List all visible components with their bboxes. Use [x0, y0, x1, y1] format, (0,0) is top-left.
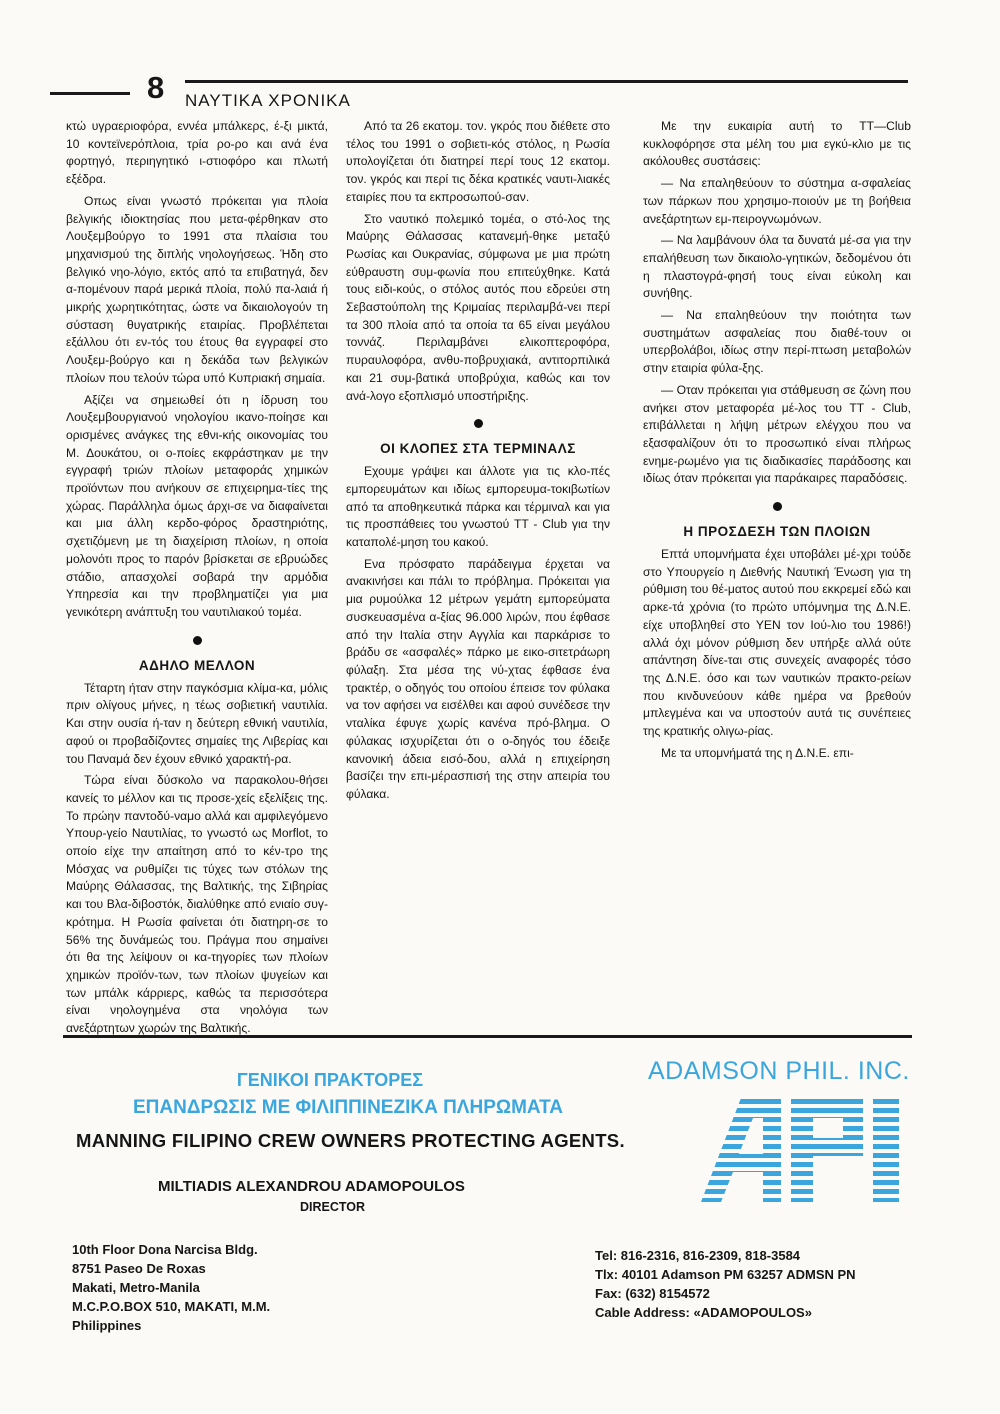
section-bullet: [773, 502, 782, 511]
header-rule-left: [50, 92, 130, 95]
article2-paragraph: Τώρα είναι δύσκολο να παρακολου-θήσει κανείς το μέλλον και τις προσε-χείς εξελίξεις της. Το πρώην παντοδύ-ναμο αλλά και αμφιλεγόμενο Υπουρ-γείο Ναυτιλίας, το γνωστό ως Morflot, το οποίο είχε την απαίτηση από το κέν-τρο της Μόσχας να ρυθμίζει τις τύχες των στόλων της Μαύρης Θάλασσας, της Βαλτικής, της Σιβηρίας και του Βλα-διβοστόκ, διαλύθηκε από ενιαίο συγ-κρότημα. Η Ρωσία φαίνεται ότι διατηρη-σε το 56% της δυνάμεώς του. Πράγμα που σημαίνει ότι θα της λείψουν οι κα-τηγορίες των πλοίων χημικών προϊόν-των, των πλοίων ψυγείων και των μπάλκ κάρριερς, καθώς τα περισσότερα είναι νηολογημένα στα νηολόγια των ανεξάρτητων χωρών της Βαλτικής.: [66, 773, 328, 1036]
contact-line: Tlx: 40101 Adamson PM 63257 ADMSN PN: [595, 1267, 856, 1282]
column-1: [66, 118, 328, 1036]
ad-greek-headline: ΓΕΝΙΚΟΙ ΠΡΑΚΤΟΡΕΣ: [236, 1070, 424, 1090]
page-number: 8: [147, 70, 165, 105]
column-2: [346, 118, 610, 918]
article1-paragraph: Αξίζει να σημειωθεί ότι η ίδρυση του Λουξεμβουργιανού νηολογίου ικανο-ποίησε και ορισμένες ανάγκες της εθνι-κής οικονομίας του Μ. Δουκάτου, οι ο-ποίες εκφράστηκαν με την εγγραφή τριών πλοίων μεταφοράς χημικών προϊόντων που ανήκουν σε επιχειρημα-τίες της χώρας. Παράλληλα όμως άρχι-σε να διαφαίνεται και μια άλλη κερδο-φόρος δραστηριότης, σχετιζόμενη με τη διαχείριση πλοίων, η οποία μολονότι προς το παρόν βρίσκεται σε εβρυώδες στάδιο, απασχολεί σοβαρά την αρμόδια Υπηρεσία και την προβληματίζει για μια γενικότερη ανάπτυξη του ναυτιλιακού τομέα.: [66, 392, 328, 619]
column-3: [643, 118, 911, 918]
advertisement-divider: [63, 1035, 912, 1038]
recommendation-item: — Να επαληθεύουν την ποιότητα των συστημάτων ασφαλείας που διαθέ-τουν οι υπερβολάβοι, ιδίως στην περί-πτωση μεταβολών στην εταιρία φύλα-ξης.: [643, 308, 911, 376]
section-bullet: [474, 419, 483, 428]
section-bullet: [193, 636, 202, 645]
contact-line: Tel: 816-2316, 816-2309, 818-3584: [595, 1248, 801, 1263]
article3-paragraph: Εχουμε γράψει και άλλοτε για τις κλο-πές εμπορευμάτων και ιδίως εμπορευμα-τοκιβωτίων από τα αποθηκευτικά πάρκα και τέρμιναλ και για τις προσπάθειες του γνωστού TT - Club για την καταπολέ-μηση του κακού.: [346, 464, 610, 550]
article2-paragraph: Στο ναυτικό πολεμικό τομέα, ο στό-λος της Μαύρης Θάλασσας κατανεμή-θηκε μεταξύ Ρωσίας και Ουκρανίας, σύμφωνα με μια πρώτη εύθραυστη συμ-φωνία που επιτεύχθηκε. Κατά τους ειδι-κούς, ο στόλος αυτός που εδρεύει στη Σεβαστούπολη της Κριμαίας περιλαμβά-νει περί τα 300 πλοία από τα οποία τα 65 είναι μεγάλου τοννάζ. Περιλαμβάνει ελικοπτεροφόρα, πυραυλοφόρα, ανθυ-ποβρυχιακά, αντιτορπιλικά και 21 συμ-βατικά υποβρύχια, καθώς και τον ανά-λογο εξοπλισμό υποστήριξης.: [346, 211, 610, 403]
ad-greek-subheadline: ΕΠΑΝΔΡΩΣΙΣ ΜΕ ΦΙΛΙΠΠΙΝΕΖΙΚΑ ΠΛΗΡΩΜΑΤΑ: [133, 1097, 563, 1118]
address-line: Makati, Metro-Manila: [72, 1280, 200, 1295]
contact-line: Cable Address: «ADAMOPOULOS»: [595, 1305, 812, 1320]
article-heading-klopes: ΟΙ ΚΛΟΠΕΣ ΣΤΑ ΤΕΡΜΙΝΑΛΣ: [380, 441, 576, 457]
article3-paragraph: Ενα πρόσφατο παράδειγμα έρχεται να ανακινήσει και πάλι το πρόβλημα. Πρόκειται για μια ρυμούλκα 12 μέτρων γεμάτη εμπορεύματα συσκευασμένα α-ξίας 96.000 λιρών, που έφθασε από την Ιταλία στην Αγγλία και παρκάρισε το βράδυ σε «ασφαλές» πάρκο με εικο-σιτετράωρη φύλαξη. Στα μέσα της νύ-χτας έφθασε ένα τρακτέρ, ο οδηγός του οποίου έπεισε τον φύλακα να τον αφήσει να εισέλθει και αφού συνέδεσε την νταλίκα έφυγε χωρίς κανένα πρό-βλημα. Ο φύλακας ισχυρίζεται ότι ο ο-δηγός του έδειξε κανονική άδεια εισό-δου, αλλά η επιχείρηση βασίζει την επι-μέρασπισή της στην απειρία του φύλακα.: [346, 556, 610, 801]
recommendation-item: — Να επαληθεύουν το σύστημα α-σφαλείας των πάρκων που χρησιμο-ποιούν με τη βοήθεια ανεξάρτητων εμ-πειρογνωμόνων.: [643, 176, 911, 226]
article2-paragraph: Από τα 26 εκατομ. τον. γκρός που διέθετε στο τέλος του 1991 ο σοβιετι-κός στόλος, η Ρωσία υπολογίζεται ότι διατηρεί περί τους 12 εκατομ. τον. γκρός και περί τις δέκα κρατικές ναυτι-λιακές εταιρίες που τα εκπροσωπού-σαν.: [346, 119, 610, 204]
contact-line: Fax: (632) 8154572: [595, 1286, 710, 1301]
article4-paragraph: Με τα υπομνήματά της η Δ.Ν.Ε. επι-: [661, 745, 854, 760]
ad-company-name: ADAMSON PHIL. INC.: [648, 1057, 910, 1085]
article3-paragraph: Με την ευκαιρία αυτή το TT—Club κυκλοφόρησε στα μέλη του μια εγκύ-κλιο με τις ακόλουθες συστάσεις:: [643, 119, 911, 169]
address-line: M.C.P.O.BOX 510, MAKATI, M.M.: [72, 1299, 271, 1314]
ad-director-name: MILTIADIS ALEXANDROU ADAMOPOULOS: [158, 1178, 465, 1195]
recommendation-item: — Να λαμβάνουν όλα τα δυνατά μέ-σα για την επαλήθευση των δικαιολο-γητικών, δεδομένου ότι η πλαστογρά-φησή τους είναι εύκολη και συνήθης.: [643, 233, 911, 301]
adamson-api-logo: [693, 1090, 915, 1210]
ad-tagline: MANNING FILIPINO CREW OWNERS PROTECTING AGENTS.: [76, 1130, 625, 1151]
ad-address-block: [72, 1240, 270, 1335]
ad-director-role: DIRECTOR: [300, 1200, 366, 1214]
article1-paragraph: Οπως είναι γνωστό πρόκειται για πλοία βελγικής ιδιοκτησίας που μετα-φέρθηκαν στο Λουξεμβούργο το 1991 στα πλαίσια του μηχανισμού της διπλής νηολογήσεως. Ήδη στο βελγικό νηο-λόγιο, εκτός από τα επιβατηγά, δεν α-πομένουν παρά μερικά πλοία, πολύ πα-λαιά ή μικρής χωρητικότητας, ώστε να δικαιολογούν τη σύσταση θυγατρικής εταιρίας. Προβλέπεται εξάλλου ότι εν-τός του έτους θα εγγραφεί στο Λουξεμ-βούργο και η δεκάδα των βελγικών πλοίων που τελούν τώρα υπό Κυπριακή σημαία.: [66, 193, 328, 385]
recommendation-item: — Οταν πρόκειται για στάθμευση σε ζώνη που ανήκει στον μεταφορέα μέ-λος του TT - Club, επιβάλλεται η λήψη μέτρων ελέγχου που να εξασφαλίζουν ότι το προσωπικό είναι πλήρως ενημε-ρωμένο για τις διαδικασίες παράδοσης και ιδίως όταν πρόκειται για παράκαιρες παραδόσεις.: [643, 382, 911, 486]
header-rule-top: [185, 80, 908, 83]
address-line: 10th Floor Dona Narcisa Bldg.: [72, 1242, 258, 1257]
address-line: 8751 Paseo De Roxas: [72, 1261, 206, 1276]
article-heading-adilo-mellon: ΑΔΗΛΟ ΜΕΛΛΟΝ: [138, 657, 256, 673]
publication-title: ΝΑΥΤΙΚΑ ΧΡΟΝΙΚΑ: [185, 91, 351, 110]
article2-paragraph: Τέταρτη ήταν στην παγκόσμια κλίμα-κα, μόλις πριν ολίγους μήνες, η τέως σοβιετική ναυτιλία. Και στην ουσία ή-ταν η δεύτερη εθνική ναυτιλία, αφού οι προβαδίζοντες σημαίες της Λιβερίας και του Παναμά δεν έχουν εθνικό χαρακτή-ρα.: [66, 680, 328, 766]
article1-paragraph: κτώ υγραεριοφόρα, εννέα μπάλκερς, έ-ξι μικτά, 10 κοντεϊνερόπλοια, τρία ρο-ρο και ανά ένα φορτηγό, περιηγητικό ι-στιοφόρο και πλωτή εξέδρα.: [66, 119, 328, 187]
article4-paragraph: Επτά υπομνήματα έχει υποβάλει μέ-χρι τούδε στο Υπουργείο η Διεθνής Ναυτική Ένωση για τη ρύθμιση του θέ-ματος αυτού που εκκρεμεί εδώ και αρκε-τά χρόνια (το πρώτο υπόμνημα της Δ.Ν.Ε. είχε υποβληθεί στο ΥΕΝ τον Ιού-λιο του 1986!) αλλά όχι μόνον ρύθμιση δεν υπήρξε αλλά ούτε απάντηση δίνε-ται στις συνεχείς αναφορές τόσο της Δ.Ν.Ε. όσο και των ναυτικών πρακτο-ρείων που κινδυνεύουν κάθε ημέρα να βρεθούν μπλεγμένα και να υποστούν αυτά τις συνέπειες της κρατικής ολιγω-ρίας.: [643, 547, 911, 739]
article-heading-prosdesi: Η ΠΡΟΣΔΕΣΗ ΤΩΝ ΠΛΟΙΩΝ: [683, 524, 871, 540]
address-line: Philippines: [72, 1318, 142, 1333]
ad-contacts-block: [595, 1246, 856, 1322]
